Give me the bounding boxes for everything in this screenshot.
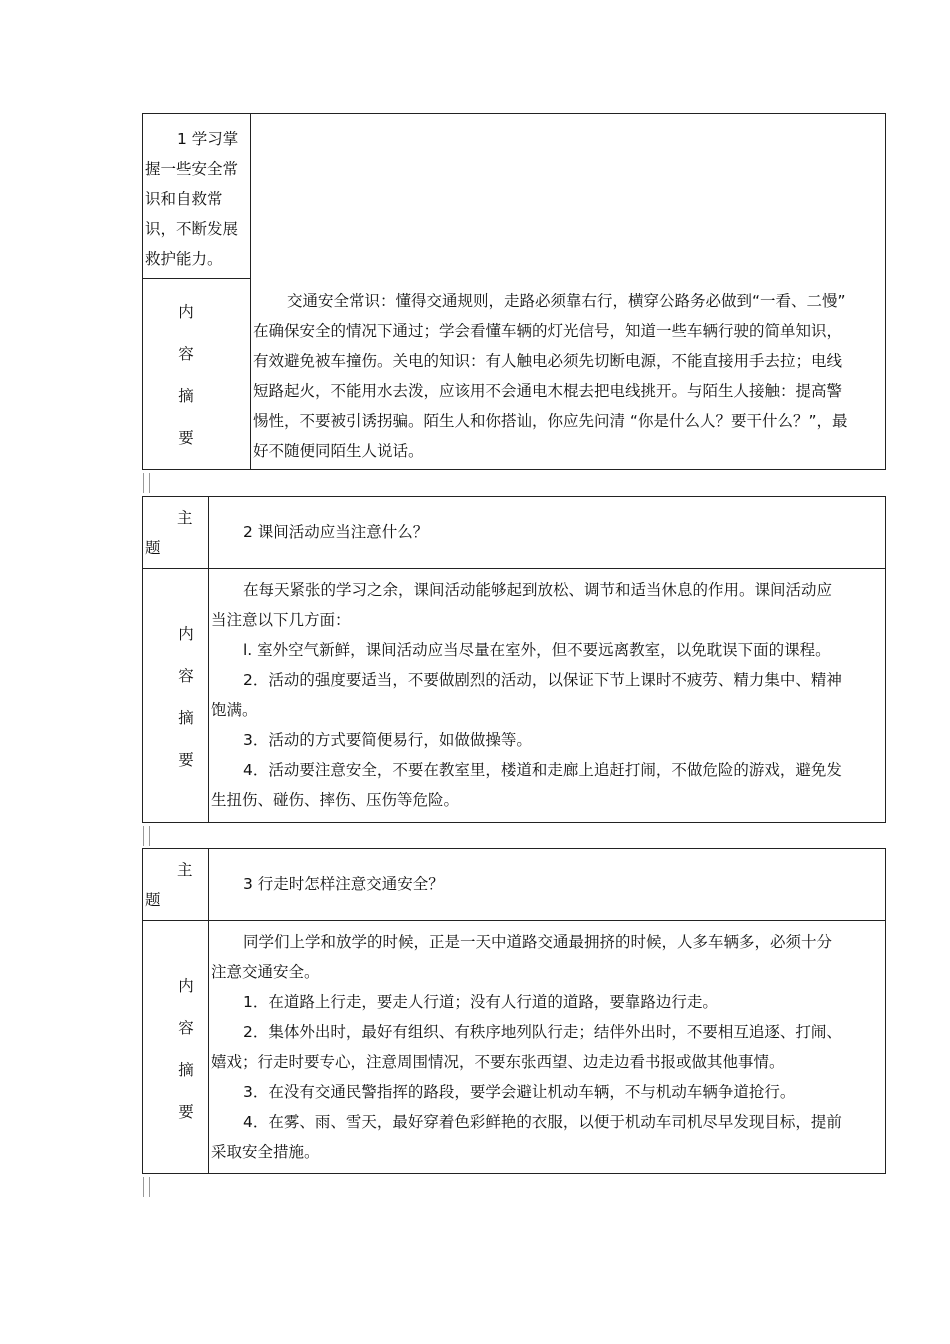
content-line: 注意交通安全。 <box>211 963 320 981</box>
page-marker <box>143 1177 150 1197</box>
objective-line: 握一些安全常 <box>145 160 239 178</box>
topic-label-char: 题 <box>145 539 161 557</box>
content-line: 4．活动要注意安全，不要在教室里，楼道和走廊上追赶打闹，不做危险的游戏，避免发 <box>243 761 842 779</box>
content-line: 1．在道路上行走，要走人行道；没有人行道的道路，要靠路边行走。 <box>243 993 718 1011</box>
content-line: 交通安全常识：懂得交通规则，走路必须靠右行，横穿公路务必做到“一看、二慢” <box>287 292 846 310</box>
label-char: 要 <box>178 1103 194 1121</box>
content-line: 同学们上学和放学的时候，正是一天中道路交通最拥挤的时候，人多车辆多，必须十分 <box>243 933 833 951</box>
content-line: 惕性，不要被引诱拐骗。陌生人和你搭讪，你应先问清 “你是什么人？要干什么？”，最 <box>253 412 848 430</box>
content-line: 有效避免被车撞伤。关电的知识：有人触电必须先切断电源，不能直接用手去拉；电线 <box>253 352 843 370</box>
content-line: 3．在没有交通民警指挥的路段，要学会避让机动车辆，不与机动车辆争道抢行。 <box>243 1083 796 1101</box>
topic-title: 3 行走时怎样注意交通安全？ <box>243 875 444 893</box>
content-summary-cell <box>209 921 885 1173</box>
content-line: 2．活动的强度要适当，不要做剧烈的活动，以保证下节上课时不疲劳、精力集中、精神 <box>243 671 842 689</box>
label-char: 要 <box>178 429 194 447</box>
objective-line: 识，不断发展 <box>145 220 239 238</box>
page-marker <box>143 473 150 493</box>
label-char: 摘 <box>178 1061 194 1079</box>
content-summary-cell <box>251 279 885 469</box>
content-line: 在确保安全的情况下通过；学会看懂车辆的灯光信号，知道一些车辆行驶的简单知识， <box>253 322 843 340</box>
topic-title: 2 课间活动应当注意什么？ <box>243 523 429 541</box>
content-line: 好不随便同陌生人说话。 <box>253 442 424 460</box>
topic-title-cell <box>209 497 885 569</box>
label-char: 容 <box>178 345 194 363</box>
content-summary-label-cell <box>143 921 209 1173</box>
content-line: 4．在雾、雨、雪天，最好穿着色彩鲜艳的衣服，以便于机动车司机尽早发现目标，提前 <box>243 1113 842 1131</box>
topic-title-cell <box>209 849 885 921</box>
objective-line: 救护能力。 <box>145 250 223 268</box>
topic-table-2 <box>142 496 886 823</box>
label-char: 容 <box>178 667 194 685</box>
objective-line: 1 学习掌 <box>177 130 239 148</box>
label-char: 容 <box>178 1019 194 1037</box>
topic-label-char: 题 <box>145 891 161 909</box>
objective-line: 识和自救常 <box>145 190 223 208</box>
content-summary-label-cell <box>143 279 251 469</box>
content-line: 饱满。 <box>211 701 258 719</box>
label-char: 内 <box>178 625 194 643</box>
content-line: 在每天紧张的学习之余，课间活动能够起到放松、调节和适当休息的作用。课间活动应 <box>243 581 833 599</box>
content-line: l. 室外空气新鲜，课间活动应当尽量在室外，但不要远离教室，以免耽误下面的课程。 <box>243 641 831 659</box>
label-char: 摘 <box>178 709 194 727</box>
content-summary-label <box>143 291 229 459</box>
objective-cell <box>143 114 251 279</box>
content-line: 采取安全措施。 <box>211 1143 320 1161</box>
content-line: 3．活动的方式要简便易行，如做做操等。 <box>243 731 532 749</box>
content-line: 2．集体外出时，最好有组织、有秩序地列队行走；结伴外出时，不要相互追逐、打闹、 <box>243 1023 842 1041</box>
content-summary-cell <box>209 569 885 822</box>
label-char: 要 <box>178 751 194 769</box>
topic-label-cell <box>143 849 209 921</box>
label-char: 内 <box>178 303 194 321</box>
topic-label-cell <box>143 497 209 569</box>
content-summary-label-cell <box>143 569 209 822</box>
topic-table-3 <box>142 848 886 1174</box>
content-line: 嬉戏；行走时要专心，注意周围情况，不要东张西望、边走边看书报或做其他事情。 <box>211 1053 785 1071</box>
content-line: 当注意以下几方面： <box>211 611 351 629</box>
topic-label-char: 主 <box>177 861 193 879</box>
content-line: 短路起火，不能用水去泼，应该用不会通电木棍去把电线挑开。与陌生人接触：提高警 <box>253 382 843 400</box>
label-char: 内 <box>178 977 194 995</box>
content-line: 生扭伤、碰伤、摔伤、压伤等危险。 <box>211 791 460 809</box>
objective-table <box>142 113 886 470</box>
label-char: 摘 <box>178 387 194 405</box>
page-marker <box>143 826 150 846</box>
topic-label-char: 主 <box>177 509 193 527</box>
